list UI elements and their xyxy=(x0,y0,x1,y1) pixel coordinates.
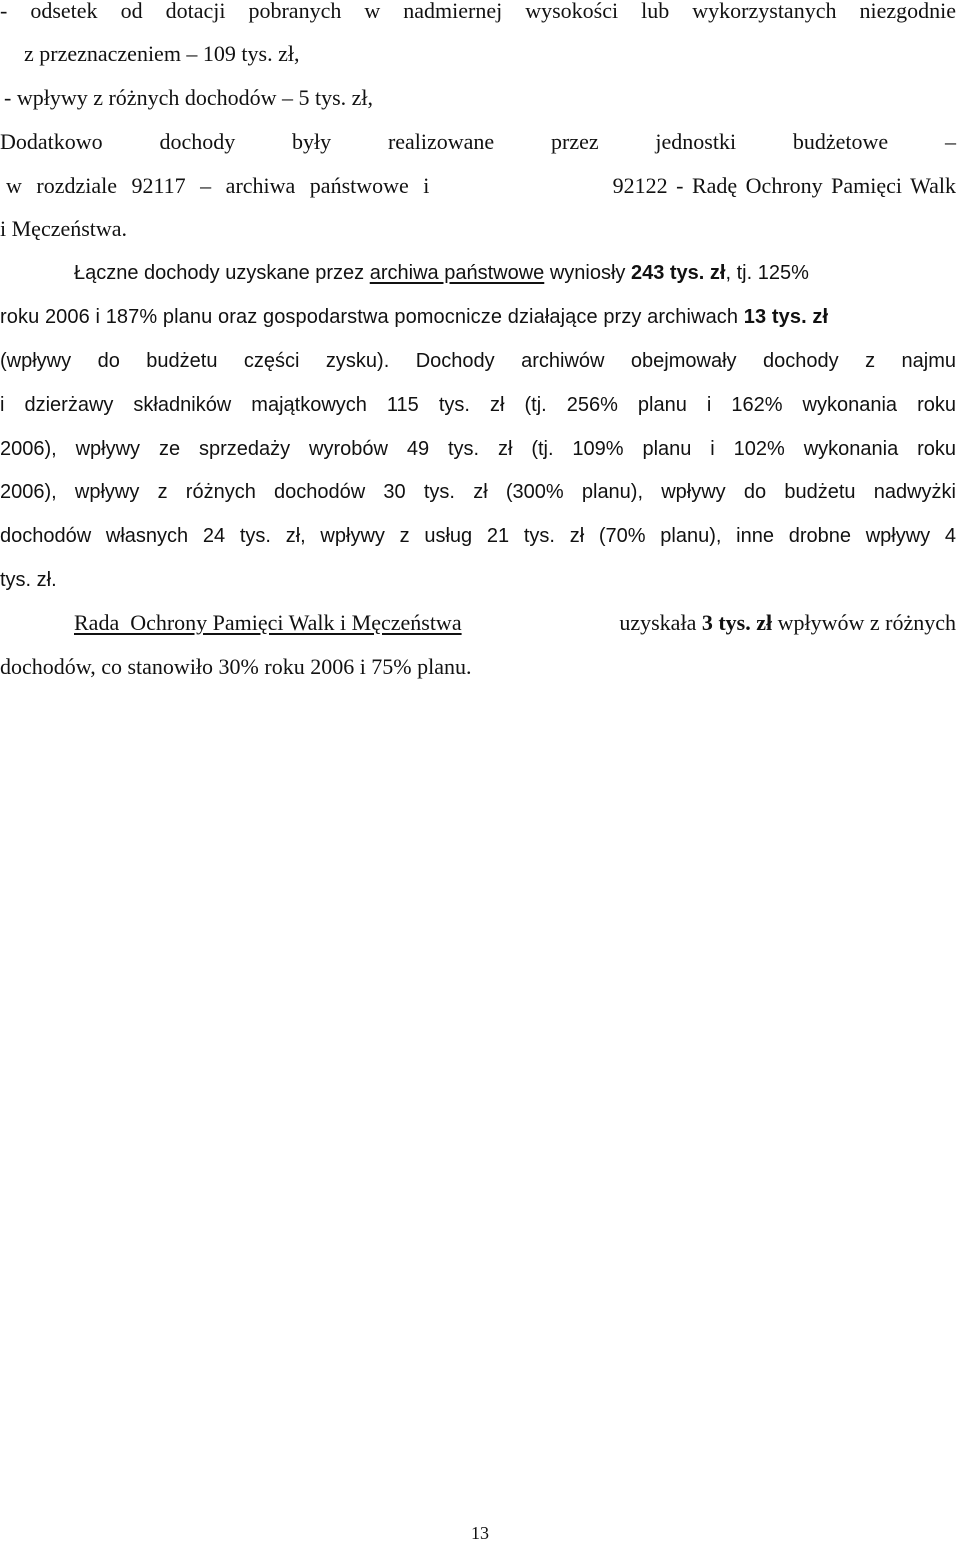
text-line-10: i dzierżawy składników majątkowych 115 tys. zł (tj. 256% planu i 162% wykonania roku xyxy=(0,394,956,416)
text-line-13: dochodów własnych 24 tys. zł, wpływy z usług 21 tys. zł (70% planu), inne drobne wpływy 4 xyxy=(0,525,956,547)
text-line-15 xyxy=(74,608,956,638)
text-line-4: Dodatkowo dochody były realizowane przez jednostki budżetowe – xyxy=(0,129,956,154)
text-line-14: tys. zł. xyxy=(0,569,57,591)
page-number: 13 xyxy=(471,1523,489,1543)
text-line-1: - odsetek od dotacji pobranych w nadmiernej wysokości lub wykorzystanych niezgodnie xyxy=(0,0,956,23)
archiwa-link-text: archiwa państwowe xyxy=(369,262,545,284)
text-line-5 xyxy=(6,171,956,201)
text-line-2: z przeznaczeniem – 109 tys. zł, xyxy=(24,41,300,66)
text-line-3: - wpływy z różnych dochodów – 5 tys. zł, xyxy=(4,85,374,110)
rada-name-text: Rada Ochrony Pamięci Walk i Męczeństwa xyxy=(74,610,462,635)
text-line-5-right: 92122 - Radę Ochrony Pamięci Walk xyxy=(612,173,956,198)
text-line-16: dochodów, co stanowiło 30% roku 2006 i 75% planu. xyxy=(0,654,472,679)
text-line-11: 2006), wpływy ze sprzedaży wyrobów 49 tys. zł (tj. 109% planu i 102% wykonania roku xyxy=(0,438,956,460)
text-line-9: (wpływy do budżetu części zysku). Dochody archiwów obejmowały dochody z najmu xyxy=(0,350,956,372)
text-line-15-rest: uzyskała 3 tys. zł wpływów z różnych xyxy=(608,610,956,635)
text-line-8: roku 2006 i 187% planu oraz gospodarstwa pomocnicze działające przy archiwach 13 tys. zł xyxy=(0,306,829,328)
text-line-6: i Męczeństwa. xyxy=(0,216,128,241)
text-line-5-left: w rozdziale 92117 – archiwa państwowe i xyxy=(6,173,430,198)
text-line-7: Łączne dochody uzyskane przez archiwa państwowe wyniosły 243 tys. zł, tj. 125% xyxy=(74,262,809,284)
text-line-12: 2006), wpływy z różnych dochodów 30 tys. zł (300% planu), wpływy do budżetu nadwyżki xyxy=(0,481,956,503)
